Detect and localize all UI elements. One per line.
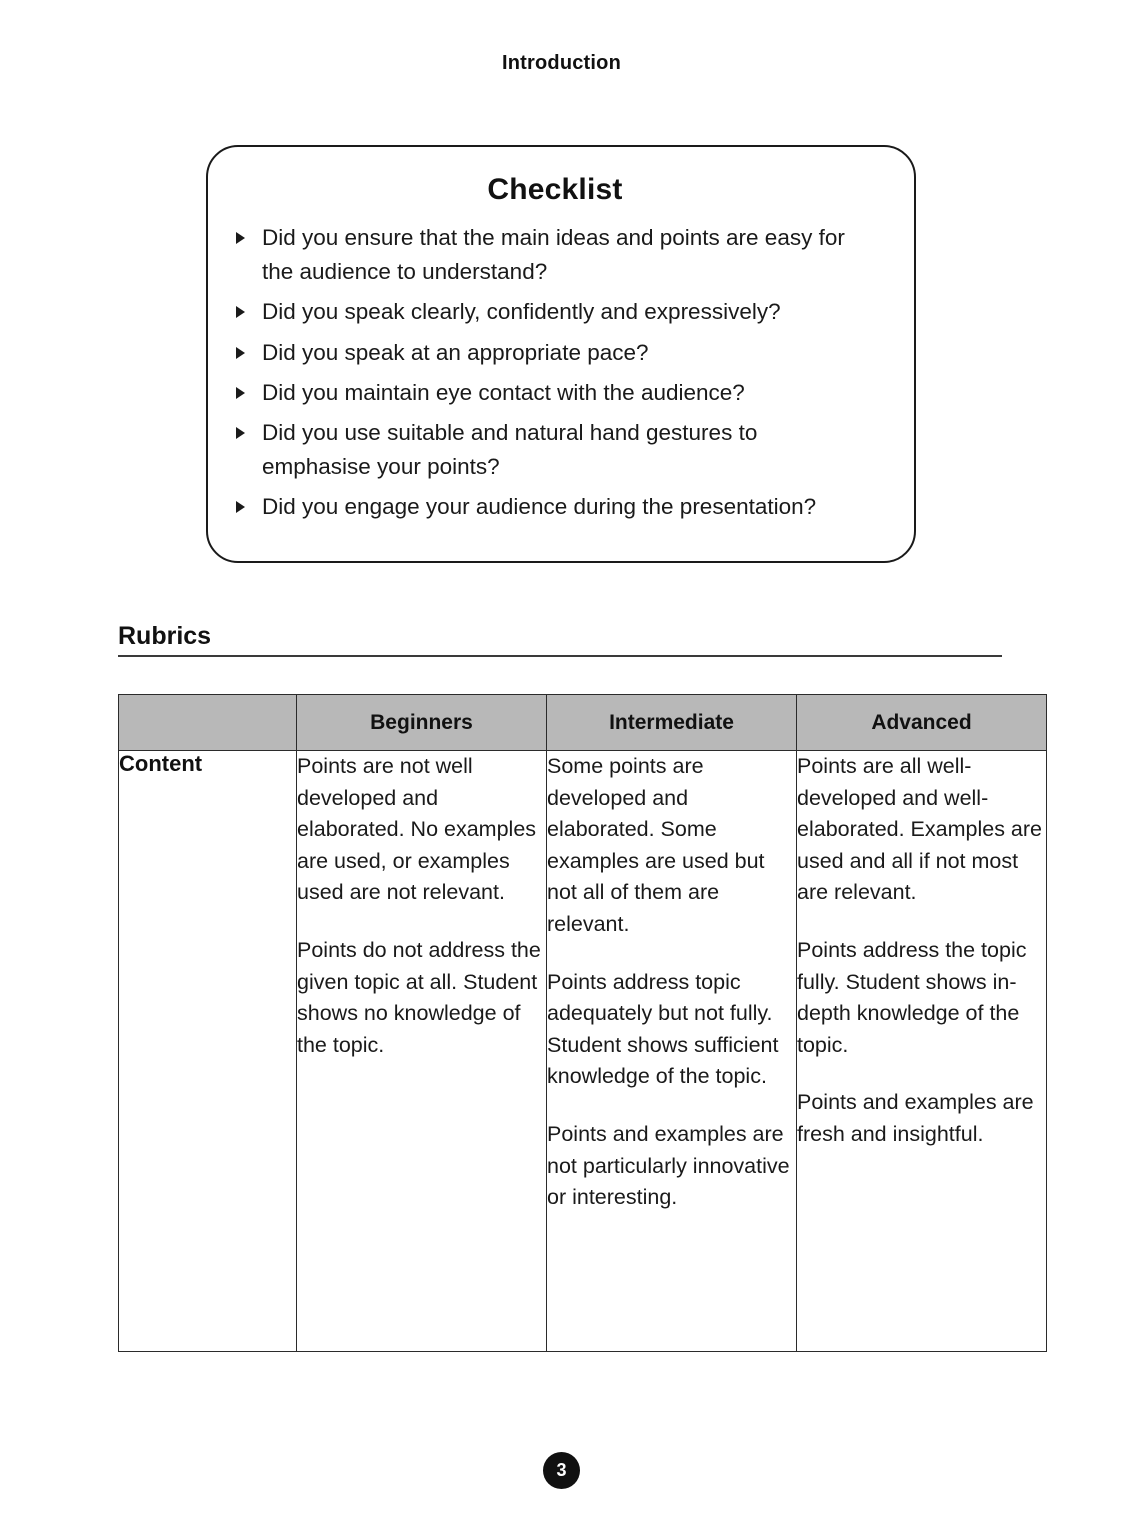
checklist-item bbox=[226, 416, 884, 484]
checklist-title: Checklist bbox=[487, 173, 623, 206]
triangle-right-icon bbox=[236, 387, 245, 399]
cell-paragraph: Points do not address the given topic at all. Student shows no knowledge of the topic. bbox=[297, 937, 541, 1057]
checklist-item-label: Did you speak at an appropriate pace? bbox=[262, 339, 649, 365]
checklist-card bbox=[206, 145, 916, 563]
triangle-right-icon bbox=[236, 427, 245, 439]
checklist-item bbox=[226, 376, 884, 410]
column-header-criterion bbox=[119, 695, 297, 751]
cell-paragraph: Points address topic adequately but not fully. Student shows sufficient knowledge of the topic. bbox=[547, 969, 779, 1089]
table-row bbox=[119, 751, 1047, 1352]
rubrics-table bbox=[118, 694, 1047, 1352]
table-header-row bbox=[119, 695, 1047, 751]
cell-content-beginners bbox=[297, 751, 547, 1352]
rubrics-table-head bbox=[119, 695, 1047, 751]
checklist-item bbox=[226, 295, 884, 329]
checklist-item bbox=[226, 490, 884, 524]
triangle-right-icon bbox=[236, 501, 245, 513]
checklist-item-label: Did you ensure that the main ideas and points are easy for the audience to understand? bbox=[262, 225, 845, 285]
cell-content-intermediate bbox=[547, 751, 797, 1352]
criterion-label-content: Content bbox=[119, 751, 297, 1352]
checklist-item-label: Did you maintain eye contact with the audience? bbox=[262, 379, 745, 405]
rubrics-heading-rule bbox=[118, 655, 1002, 657]
rubrics-table-body bbox=[119, 751, 1047, 1352]
triangle-right-icon bbox=[236, 232, 245, 244]
checklist-item-label: Did you speak clearly, confidently and expressively? bbox=[262, 299, 781, 325]
checklist-item bbox=[226, 336, 884, 370]
triangle-right-icon bbox=[236, 306, 245, 318]
column-header-advanced: Advanced bbox=[797, 695, 1047, 751]
rubrics-heading: Rubrics bbox=[118, 622, 212, 650]
cell-paragraph: Points are not well developed and elaborated. No examples are used, or examples used are not relevant. bbox=[297, 754, 537, 905]
page-number-badge: 3 bbox=[543, 1452, 580, 1489]
running-head: Introduction bbox=[501, 52, 622, 74]
checklist-item-label: Did you engage your audience during the presentation? bbox=[262, 494, 817, 520]
cell-paragraph: Some points are developed and elaborated. Some examples are used but not all of them are relevant. bbox=[547, 754, 765, 936]
cell-paragraph: Points and examples are fresh and insightful. bbox=[797, 1090, 1034, 1146]
checklist-item bbox=[226, 221, 884, 289]
checklist-items bbox=[226, 221, 884, 525]
cell-paragraph: Points and examples are not particularly innovative or interesting. bbox=[547, 1121, 790, 1210]
column-header-intermediate: Intermediate bbox=[547, 695, 797, 751]
cell-paragraph: Points are all well-developed and well-elaborated. Examples are used and all if not most are relevant. bbox=[797, 754, 1043, 905]
checklist-item-label: Did you use suitable and natural hand gestures to emphasise your points? bbox=[262, 419, 758, 480]
cell-paragraph: Points address the topic fully. Student shows in-depth knowledge of the topic. bbox=[797, 937, 1027, 1057]
column-header-beginners: Beginners bbox=[297, 695, 547, 751]
triangle-right-icon bbox=[236, 347, 245, 359]
cell-content-advanced bbox=[797, 751, 1047, 1352]
